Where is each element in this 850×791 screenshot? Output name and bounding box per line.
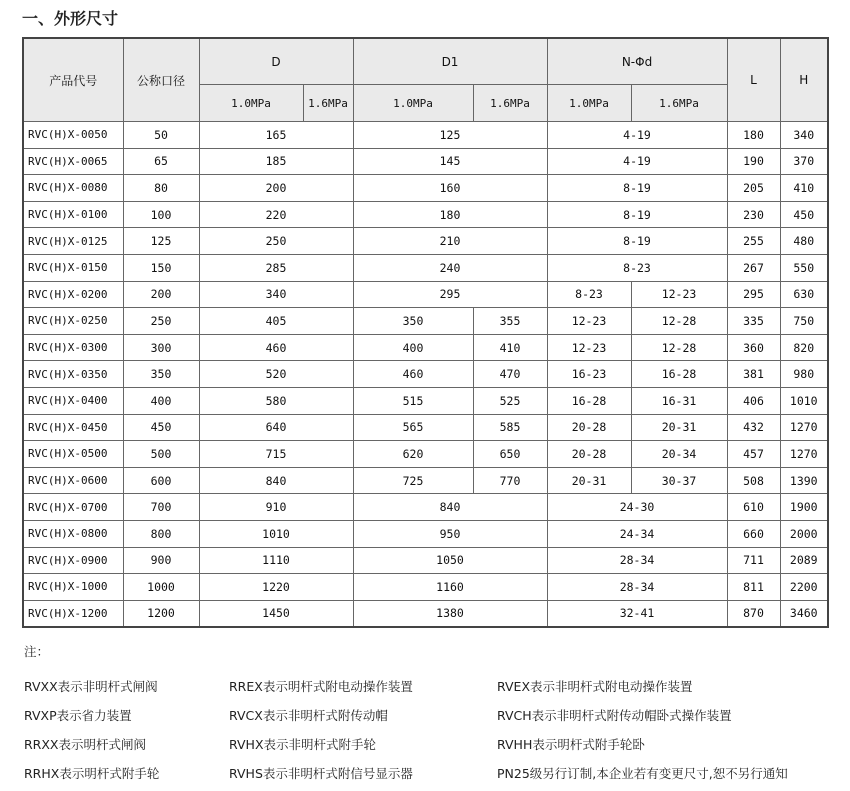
cell-d: 165 bbox=[199, 122, 353, 149]
cell-l: 190 bbox=[727, 148, 780, 175]
cell-h: 340 bbox=[780, 122, 828, 149]
cell-dn: 700 bbox=[123, 494, 199, 521]
cell-code: RVC(H)X-0300 bbox=[23, 334, 123, 361]
cell-l: 295 bbox=[727, 281, 780, 308]
header-d-p10: 1.0MPa bbox=[199, 85, 303, 122]
cell-d1: 1380 bbox=[353, 600, 547, 627]
cell-d1: 180 bbox=[353, 201, 547, 228]
cell-d1: 650 bbox=[473, 441, 547, 468]
cell-d: 580 bbox=[199, 387, 353, 414]
cell-n: 16-23 bbox=[547, 361, 631, 388]
table-row bbox=[23, 334, 828, 361]
dimensions-table bbox=[22, 37, 829, 628]
cell-d1: 470 bbox=[473, 361, 547, 388]
cell-n: 16-31 bbox=[631, 387, 727, 414]
cell-d: 1010 bbox=[199, 520, 353, 547]
cell-l: 230 bbox=[727, 201, 780, 228]
cell-l: 180 bbox=[727, 122, 780, 149]
cell-n: 20-31 bbox=[631, 414, 727, 441]
header-d1-p16: 1.6MPa bbox=[473, 85, 547, 122]
cell-d1: 295 bbox=[353, 281, 547, 308]
cell-l: 508 bbox=[727, 467, 780, 494]
cell-h: 820 bbox=[780, 334, 828, 361]
cell-code: RVC(H)X-0150 bbox=[23, 254, 123, 281]
table-row bbox=[23, 308, 828, 335]
header-n: N-Φd bbox=[547, 38, 727, 85]
table-row bbox=[23, 467, 828, 494]
cell-n: 8-19 bbox=[547, 175, 727, 202]
header-code: 产品代号 bbox=[23, 38, 123, 122]
cell-n: 20-31 bbox=[547, 467, 631, 494]
cell-dn: 800 bbox=[123, 520, 199, 547]
cell-code: RVC(H)X-0350 bbox=[23, 361, 123, 388]
cell-dn: 350 bbox=[123, 361, 199, 388]
table-row bbox=[23, 494, 828, 521]
cell-dn: 250 bbox=[123, 308, 199, 335]
cell-d1: 770 bbox=[473, 467, 547, 494]
cell-l: 811 bbox=[727, 574, 780, 601]
cell-n: 12-23 bbox=[547, 308, 631, 335]
cell-n: 8-19 bbox=[547, 228, 727, 255]
note-item: RVHX表示非明杆式附手轮 bbox=[229, 737, 377, 752]
cell-n: 32-41 bbox=[547, 600, 727, 627]
cell-d1: 565 bbox=[353, 414, 473, 441]
cell-code: RVC(H)X-0050 bbox=[23, 122, 123, 149]
cell-l: 406 bbox=[727, 387, 780, 414]
cell-n: 28-34 bbox=[547, 547, 727, 574]
section-title: 一、外形尺寸 bbox=[22, 9, 119, 28]
notes-list bbox=[24, 677, 850, 782]
cell-d: 200 bbox=[199, 175, 353, 202]
cell-d1: 210 bbox=[353, 228, 547, 255]
cell-code: RVC(H)X-0450 bbox=[23, 414, 123, 441]
cell-dn: 150 bbox=[123, 254, 199, 281]
table-row bbox=[23, 574, 828, 601]
table-row bbox=[23, 520, 828, 547]
table-row bbox=[23, 414, 828, 441]
header-d-p16: 1.6MPa bbox=[303, 85, 353, 122]
cell-d: 520 bbox=[199, 361, 353, 388]
table-row bbox=[23, 387, 828, 414]
note-item: RVHH表示明杆式附手轮卧 bbox=[497, 737, 645, 752]
cell-d1: 400 bbox=[353, 334, 473, 361]
cell-code: RVC(H)X-0125 bbox=[23, 228, 123, 255]
cell-n: 4-19 bbox=[547, 122, 727, 149]
cell-l: 335 bbox=[727, 308, 780, 335]
cell-l: 870 bbox=[727, 600, 780, 627]
header-d: D bbox=[199, 38, 353, 85]
cell-d1: 525 bbox=[473, 387, 547, 414]
cell-d: 715 bbox=[199, 441, 353, 468]
cell-h: 550 bbox=[780, 254, 828, 281]
cell-h: 1010 bbox=[780, 387, 828, 414]
cell-n: 8-23 bbox=[547, 281, 631, 308]
note-item: RVXP表示省力装置 bbox=[24, 708, 132, 723]
cell-n: 16-28 bbox=[631, 361, 727, 388]
cell-n: 4-19 bbox=[547, 148, 727, 175]
header-d1-p10: 1.0MPa bbox=[353, 85, 473, 122]
cell-n: 16-28 bbox=[547, 387, 631, 414]
cell-d1: 240 bbox=[353, 254, 547, 281]
cell-d1: 145 bbox=[353, 148, 547, 175]
cell-h: 750 bbox=[780, 308, 828, 335]
cell-code: RVC(H)X-1000 bbox=[23, 574, 123, 601]
header-h: H bbox=[780, 38, 828, 122]
table-row bbox=[23, 228, 828, 255]
cell-d: 1220 bbox=[199, 574, 353, 601]
cell-d: 340 bbox=[199, 281, 353, 308]
cell-dn: 600 bbox=[123, 467, 199, 494]
cell-dn: 450 bbox=[123, 414, 199, 441]
cell-n: 12-28 bbox=[631, 308, 727, 335]
cell-d: 405 bbox=[199, 308, 353, 335]
header-l: L bbox=[727, 38, 780, 122]
cell-code: RVC(H)X-0400 bbox=[23, 387, 123, 414]
cell-code: RVC(H)X-0900 bbox=[23, 547, 123, 574]
cell-d1: 950 bbox=[353, 520, 547, 547]
note-item: RVCH表示非明杆式附传动帽卧式操作装置 bbox=[497, 708, 732, 723]
cell-h: 1270 bbox=[780, 441, 828, 468]
cell-n: 8-23 bbox=[547, 254, 727, 281]
cell-d: 840 bbox=[199, 467, 353, 494]
cell-n: 28-34 bbox=[547, 574, 727, 601]
cell-n: 20-28 bbox=[547, 414, 631, 441]
cell-dn: 50 bbox=[123, 122, 199, 149]
cell-d1: 460 bbox=[353, 361, 473, 388]
cell-n: 12-23 bbox=[547, 334, 631, 361]
cell-l: 360 bbox=[727, 334, 780, 361]
cell-code: RVC(H)X-1200 bbox=[23, 600, 123, 627]
cell-l: 255 bbox=[727, 228, 780, 255]
cell-n: 24-30 bbox=[547, 494, 727, 521]
cell-h: 480 bbox=[780, 228, 828, 255]
cell-n: 24-34 bbox=[547, 520, 727, 547]
note-item: RVEX表示非明杆式附电动操作装置 bbox=[497, 679, 693, 694]
cell-dn: 300 bbox=[123, 334, 199, 361]
note-item: RVCX表示非明杆式附传动帽 bbox=[229, 708, 388, 723]
cell-n: 8-19 bbox=[547, 201, 727, 228]
cell-h: 410 bbox=[780, 175, 828, 202]
header-n-p10: 1.0MPa bbox=[547, 85, 631, 122]
cell-code: RVC(H)X-0250 bbox=[23, 308, 123, 335]
cell-n: 12-23 bbox=[631, 281, 727, 308]
table-row bbox=[23, 148, 828, 175]
table-row bbox=[23, 547, 828, 574]
cell-h: 1390 bbox=[780, 467, 828, 494]
cell-code: RVC(H)X-0080 bbox=[23, 175, 123, 202]
cell-h: 630 bbox=[780, 281, 828, 308]
notes-label: 注： bbox=[24, 644, 50, 659]
cell-d: 285 bbox=[199, 254, 353, 281]
table-row bbox=[23, 361, 828, 388]
note-item: PN25级另行订制,本企业若有变更尺寸,恕不另行通知 bbox=[497, 766, 788, 781]
cell-n: 30-37 bbox=[631, 467, 727, 494]
cell-d1: 585 bbox=[473, 414, 547, 441]
cell-code: RVC(H)X-0700 bbox=[23, 494, 123, 521]
cell-h: 3460 bbox=[780, 600, 828, 627]
header-dn: 公称口径 bbox=[123, 38, 199, 122]
cell-n: 20-28 bbox=[547, 441, 631, 468]
table-row bbox=[23, 281, 828, 308]
cell-d: 1110 bbox=[199, 547, 353, 574]
cell-code: RVC(H)X-0600 bbox=[23, 467, 123, 494]
cell-d: 1450 bbox=[199, 600, 353, 627]
cell-d1: 1050 bbox=[353, 547, 547, 574]
cell-d: 640 bbox=[199, 414, 353, 441]
cell-d1: 1160 bbox=[353, 574, 547, 601]
cell-dn: 1200 bbox=[123, 600, 199, 627]
cell-dn: 200 bbox=[123, 281, 199, 308]
cell-d1: 725 bbox=[353, 467, 473, 494]
table-row bbox=[23, 122, 828, 149]
cell-code: RVC(H)X-0200 bbox=[23, 281, 123, 308]
cell-l: 610 bbox=[727, 494, 780, 521]
header-d1: D1 bbox=[353, 38, 547, 85]
cell-dn: 100 bbox=[123, 201, 199, 228]
cell-d: 220 bbox=[199, 201, 353, 228]
cell-h: 1270 bbox=[780, 414, 828, 441]
table-row bbox=[23, 441, 828, 468]
cell-l: 711 bbox=[727, 547, 780, 574]
note-item: RVXX表示非明杆式闸阀 bbox=[24, 679, 158, 694]
cell-dn: 900 bbox=[123, 547, 199, 574]
cell-d1: 410 bbox=[473, 334, 547, 361]
cell-dn: 400 bbox=[123, 387, 199, 414]
cell-l: 267 bbox=[727, 254, 780, 281]
cell-d: 460 bbox=[199, 334, 353, 361]
table-row bbox=[23, 201, 828, 228]
cell-d: 250 bbox=[199, 228, 353, 255]
cell-dn: 80 bbox=[123, 175, 199, 202]
note-item: RVHS表示非明杆式附信号显示器 bbox=[229, 766, 413, 781]
cell-d: 910 bbox=[199, 494, 353, 521]
cell-l: 660 bbox=[727, 520, 780, 547]
cell-code: RVC(H)X-0500 bbox=[23, 441, 123, 468]
cell-n: 20-34 bbox=[631, 441, 727, 468]
cell-code: RVC(H)X-0800 bbox=[23, 520, 123, 547]
cell-d1: 840 bbox=[353, 494, 547, 521]
cell-n: 12-28 bbox=[631, 334, 727, 361]
note-item: RRXX表示明杆式闸阀 bbox=[24, 737, 146, 752]
cell-d1: 515 bbox=[353, 387, 473, 414]
cell-h: 2089 bbox=[780, 547, 828, 574]
cell-d1: 125 bbox=[353, 122, 547, 149]
cell-dn: 65 bbox=[123, 148, 199, 175]
cell-dn: 125 bbox=[123, 228, 199, 255]
cell-d1: 355 bbox=[473, 308, 547, 335]
cell-h: 980 bbox=[780, 361, 828, 388]
cell-h: 2000 bbox=[780, 520, 828, 547]
cell-code: RVC(H)X-0065 bbox=[23, 148, 123, 175]
cell-l: 205 bbox=[727, 175, 780, 202]
cell-d1: 160 bbox=[353, 175, 547, 202]
cell-l: 457 bbox=[727, 441, 780, 468]
table-row bbox=[23, 600, 828, 627]
cell-h: 2200 bbox=[780, 574, 828, 601]
cell-code: RVC(H)X-0100 bbox=[23, 201, 123, 228]
cell-h: 1900 bbox=[780, 494, 828, 521]
cell-dn: 1000 bbox=[123, 574, 199, 601]
note-item: RRHX表示明杆式附手轮 bbox=[24, 766, 160, 781]
header-n-p16: 1.6MPa bbox=[631, 85, 727, 122]
cell-d1: 350 bbox=[353, 308, 473, 335]
cell-h: 370 bbox=[780, 148, 828, 175]
cell-l: 432 bbox=[727, 414, 780, 441]
cell-h: 450 bbox=[780, 201, 828, 228]
cell-dn: 500 bbox=[123, 441, 199, 468]
cell-l: 381 bbox=[727, 361, 780, 388]
note-item: RREX表示明杆式附电动操作装置 bbox=[229, 679, 413, 694]
table-row bbox=[23, 175, 828, 202]
table-row bbox=[23, 254, 828, 281]
cell-d: 185 bbox=[199, 148, 353, 175]
cell-d1: 620 bbox=[353, 441, 473, 468]
